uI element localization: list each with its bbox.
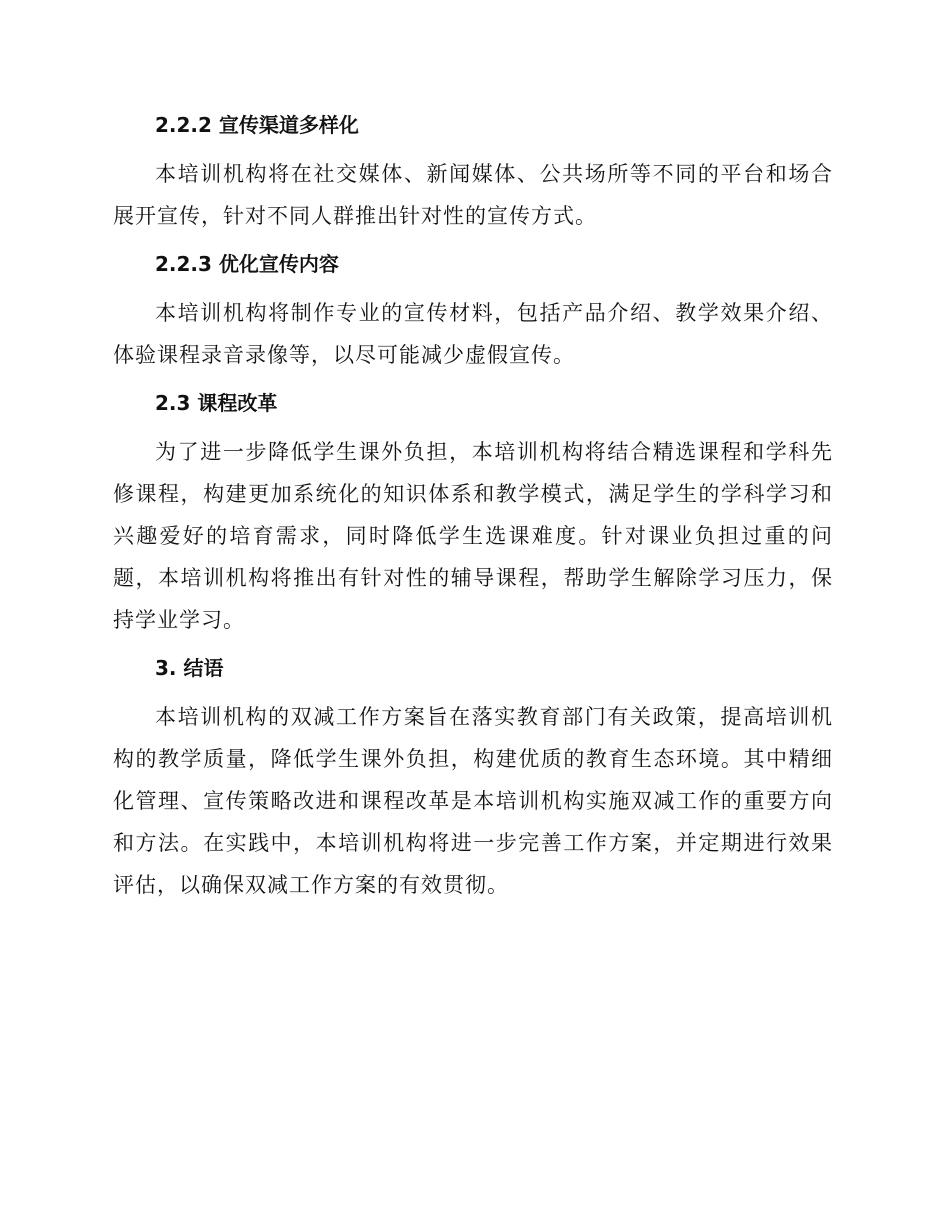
section-paragraph-2-2-3: 本培训机构将制作专业的宣传材料，包括产品介绍、教学效果介绍、体验课程录音录像等，以尽可能减少虚假宣传。 xyxy=(113,301,833,367)
section-heading-2-2-3: 2.2.3 优化宣传内容 xyxy=(155,252,339,276)
section-heading-2-2-2: 2.2.2 宣传渠道多样化 xyxy=(155,113,359,137)
section-paragraph-3: 本培训机构的双减工作方案旨在落实教育部门有关政策，提高培训机构的教学质量，降低学生课外负担，构建优质的教育生态环境。其中精细化管理、宣传策略改进和课程改革是本培训机构实施双减工作的重要方向和方法。在实践中，本培训机构将进一步完善工作方案，并定期进行效果评估，以确保双减工作方案的有效贯彻。 xyxy=(113,705,833,897)
section-heading-3: 3. 结语 xyxy=(155,656,224,680)
section-paragraph-2-2-2: 本培训机构将在社交媒体、新闻媒体、公共场所等不同的平台和场合展开宣传，针对不同人群推出针对性的宣传方式。 xyxy=(113,162,833,228)
section-heading-2-3: 2.3 课程改革 xyxy=(155,391,278,415)
section-paragraph-2-3: 为了进一步降低学生课外负担，本培训机构将结合精选课程和学科先修课程，构建更加系统化的知识体系和教学模式，满足学生的学科学习和兴趣爱好的培育需求，同时降低学生选课难度。针对课业负担过重的问题，本培训机构将推出有针对性的辅导课程，帮助学生解除学习压力，保持学业学习。 xyxy=(113,440,833,632)
document-body xyxy=(113,110,833,918)
